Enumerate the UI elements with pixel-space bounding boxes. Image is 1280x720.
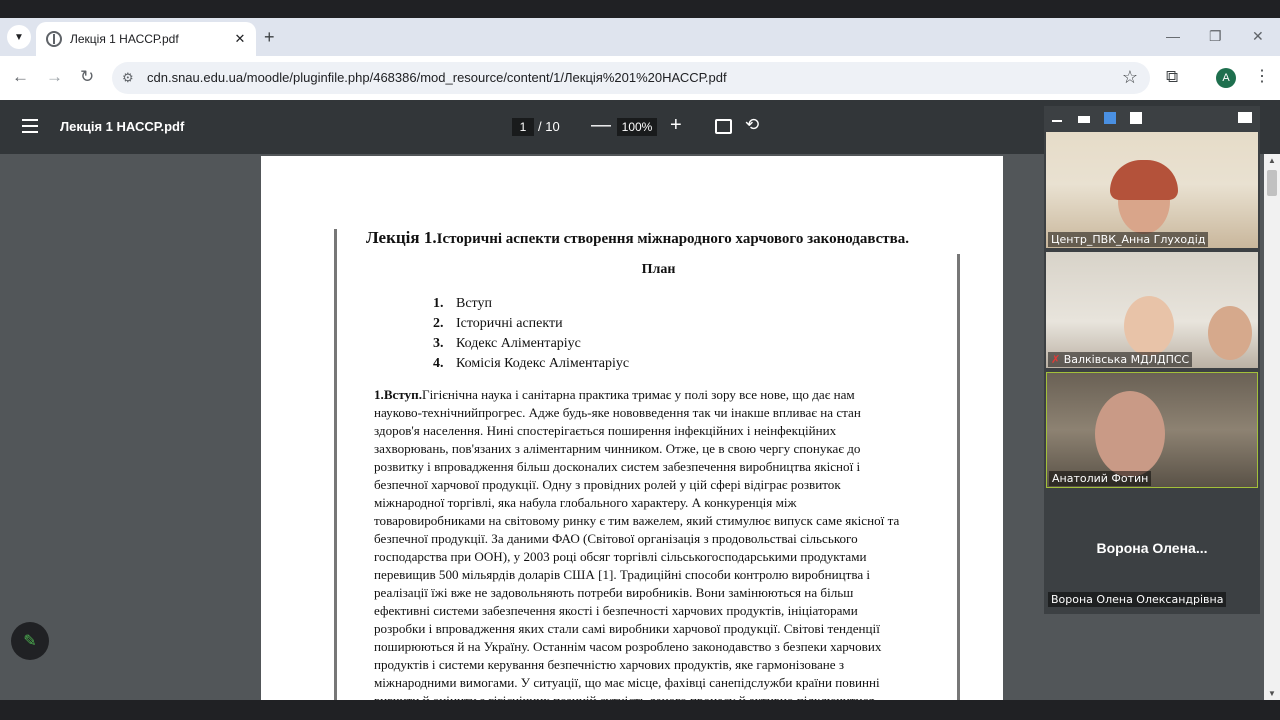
- participant-tile[interactable]: [1046, 132, 1258, 248]
- zoom-level-input[interactable]: 100%: [617, 118, 657, 136]
- bookmark-star-icon[interactable]: ☆: [1121, 67, 1138, 87]
- intro-paragraph: 1.Вступ.Гігієнічна наука і санітарна практика тримає у полі зору все нове, що дає нам науково-технічнийпрогрес. Адже будь-яке нововведення так чи інакше впливає на стан здоров'я населення. Нині спостерігається поширення інфекційних і неінфекційних захворювань, пов'язаних з аліментарним чинником. Отже, це в свою чергу спонукає до розвитку і впровадження більш досконалих систем забезпечення виробництва якісної і безпечної харчової продукції. Одну з провідних ролей у цій сфері відіграє розвиток міжнародної торгівлі, яка набула глобального характеру. А конкуренція між товаровиробниками на світовому ринку є тим важелем, який стимулює випуск саме якісної та безпечної продукції. За даними ФАО (Світової організація з продовольстваі сільського господарства при ООН), у 2003 році обсяг торгівлі сільськогосподарськими продуктами перевищив 500 мільярдів доларів США [1]. Традиційні способи контролю виробництва і реалізації їжі вже не задовольняють потреби виробників. Вони замінюються на більш ефективні системи забезпечення якості і безпечності харчових продуктів, ініціаторами розробки і впровадження яких стали самі виробники харчової продукції. Світові тенденції поширюються й на Україну. Останнім часом розроблено законодавство з безпеки харчових продуктів і системи керування безпечністю харчових продуктів, яке гармонізоване з міжнародними вимогами. У ситуації, що має місце, фахівці санепідслужби країни повинні: [374, 387, 900, 690]
- edit-button[interactable]: [11, 622, 49, 660]
- participant-tile-active-speaker[interactable]: [1046, 372, 1258, 488]
- zoom-in-button[interactable]: +: [670, 114, 682, 136]
- participant-tile[interactable]: [1046, 252, 1258, 368]
- browser-menu-icon[interactable]: ⋮: [1254, 68, 1270, 85]
- omnibox[interactable]: [112, 62, 1150, 94]
- participant-hair: [1110, 160, 1178, 200]
- strip-view-icon[interactable]: [1104, 112, 1116, 124]
- gallery-view-icon[interactable]: [1130, 112, 1142, 124]
- page-left-border: [334, 229, 337, 709]
- hamburger-menu-icon[interactable]: [22, 119, 38, 133]
- pop-out-icon[interactable]: [1238, 112, 1252, 123]
- list-item: 3. Кодекс Аліментаріус: [433, 336, 581, 351]
- address-bar-row: [0, 56, 1280, 100]
- os-top-bar: [0, 0, 1280, 18]
- pdf-page: [261, 156, 1003, 716]
- back-arrow-icon[interactable]: ←: [12, 67, 29, 86]
- pdf-title: Лекція 1 НАССР.pdf: [60, 119, 185, 134]
- participant-video: [1124, 296, 1174, 356]
- speaker-view-icon[interactable]: [1078, 116, 1090, 123]
- chevron-down-icon: ▼: [14, 31, 24, 43]
- globe-icon: [46, 31, 62, 47]
- scroll-down-icon[interactable]: ▼: [1268, 689, 1276, 698]
- tab-close-button[interactable]: ✕: [234, 31, 246, 46]
- list-item: 1. Вступ: [433, 296, 492, 311]
- lecture-heading: Лекція 1.Історичні аспекти створення міжнародного харчового законодавства.: [366, 228, 910, 247]
- participant-name: Центр_ПВК_Анна Глуходід: [1048, 232, 1208, 247]
- pencil-icon: ✎: [23, 633, 37, 650]
- minimize-view-icon[interactable]: [1052, 120, 1062, 122]
- tab-active[interactable]: [36, 22, 256, 56]
- os-bottom-bar: [0, 700, 1280, 720]
- vertical-scrollbar[interactable]: [1264, 154, 1280, 700]
- forward-arrow-icon[interactable]: →: [46, 67, 63, 86]
- zoom-out-button[interactable]: —: [591, 114, 611, 136]
- extensions-icon[interactable]: ⧉: [1166, 67, 1179, 86]
- tab-search-button[interactable]: [7, 25, 31, 49]
- page-right-border: [957, 254, 960, 714]
- tab-strip: [0, 18, 1280, 56]
- scroll-up-icon[interactable]: ▲: [1268, 156, 1276, 165]
- mic-muted-icon: ✗: [1051, 353, 1061, 366]
- video-call-panel: [1044, 106, 1260, 614]
- list-item: 4. Комісія Кодекс Аліментаріус: [433, 356, 630, 371]
- participant-tile[interactable]: [1046, 492, 1258, 608]
- close-window-button[interactable]: ✕: [1252, 28, 1264, 44]
- list-item: 2. Історичні аспекти: [433, 316, 563, 331]
- participant-video: [1095, 391, 1165, 477]
- rotate-icon[interactable]: ⟲: [745, 115, 760, 134]
- plan-title: План: [641, 262, 676, 277]
- reload-icon[interactable]: ↻: [80, 67, 95, 86]
- participant-video: [1208, 306, 1252, 360]
- site-info-icon[interactable]: ⚙: [122, 70, 134, 85]
- scrollbar-thumb[interactable]: [1267, 170, 1277, 196]
- new-tab-button[interactable]: +: [264, 27, 275, 47]
- meeting-layout-bar: [1044, 106, 1260, 130]
- minimize-button[interactable]: —: [1166, 28, 1180, 44]
- participant-name: Анатолий Фотин: [1049, 471, 1151, 486]
- participant-placeholder-name: Ворона Олена...: [1096, 540, 1208, 556]
- profile-avatar[interactable]: A: [1216, 68, 1236, 88]
- page-number-input[interactable]: 1: [512, 118, 534, 136]
- plan-list: [433, 294, 629, 374]
- participant-name: Ворона Олена Олександрівна: [1048, 592, 1226, 607]
- page-total: / 10: [538, 119, 560, 134]
- fit-page-icon[interactable]: [715, 119, 732, 134]
- participant-name: ✗ Валківська МДЛДПСС: [1048, 352, 1192, 367]
- restore-button[interactable]: ❐: [1209, 28, 1222, 44]
- tab-title: Лекція 1 НАССР.pdf: [70, 32, 179, 46]
- url-text[interactable]: cdn.snau.edu.ua/moodle/pluginfile.php/468386/mod_resource/content/1/Лекція%201%20НАССР.pdf: [147, 70, 727, 85]
